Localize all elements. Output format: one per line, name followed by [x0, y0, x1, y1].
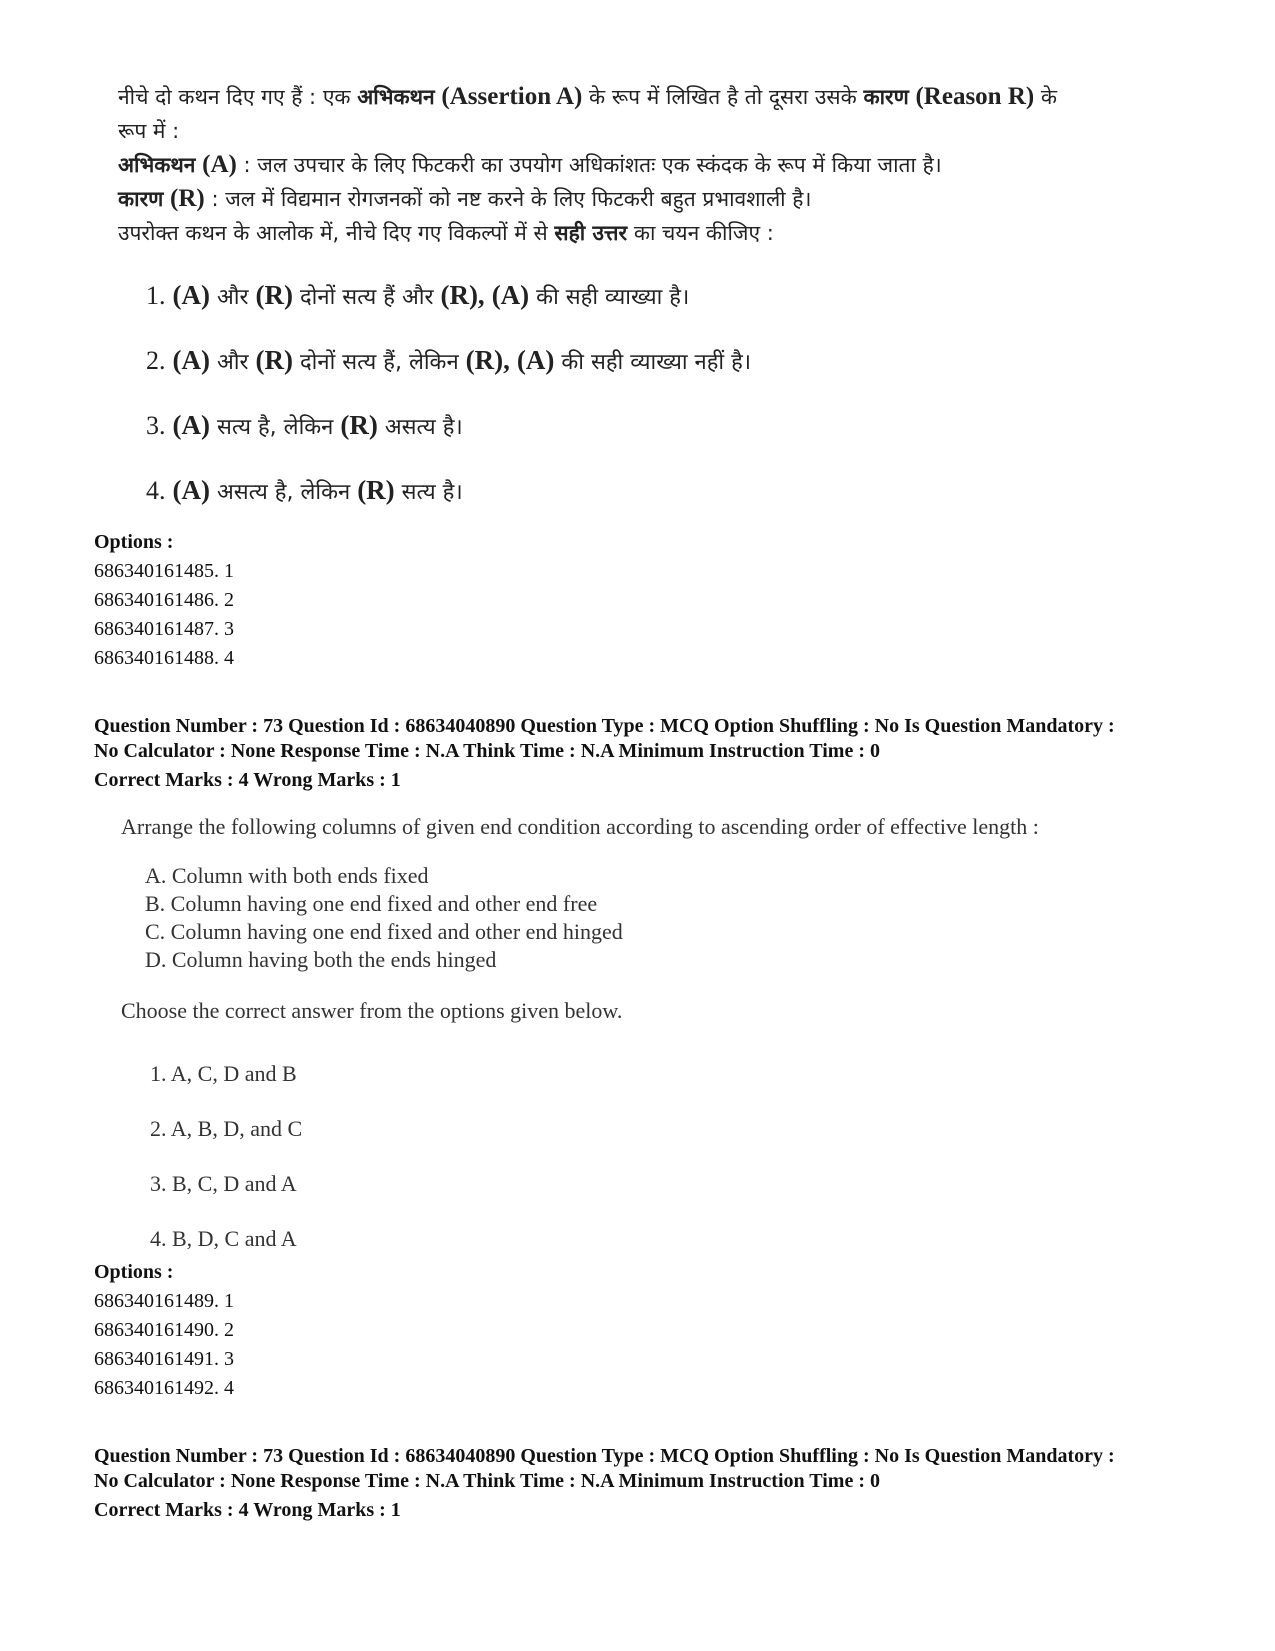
q72-reason-tag: (R): [170, 185, 205, 212]
choice-r-tag: (R): [255, 345, 293, 375]
choice-r-tag: (R): [357, 475, 395, 505]
q72-choice: [146, 459, 1178, 524]
question-marks: Correct Marks : 4 Wrong Marks : 1: [94, 1499, 401, 1521]
answer-choice: 2. A, B, D, and C: [150, 1116, 303, 1141]
choice-number: 2.: [146, 346, 166, 375]
q72-intro-text-1: नीचे दो कथन दिए गए हैं : एक: [118, 85, 351, 109]
choice-a-tag: (A): [172, 280, 210, 310]
q72-instruction: [118, 216, 1178, 250]
choice-text: और: [216, 350, 249, 375]
answer-choice: 1. A, C, D and B: [150, 1061, 297, 1086]
options-header: Options :: [94, 531, 174, 553]
q72-question-block: [118, 80, 1178, 524]
choice-number: 3.: [146, 411, 166, 440]
choice-a-tag: (A): [172, 345, 210, 375]
q72-reason: [118, 182, 1178, 216]
q72-instruction-bold: सही उत्तर: [554, 221, 628, 245]
q73-options: [94, 1258, 234, 1403]
choice-a-tag: (A): [491, 280, 530, 310]
q72-assertion-text: : जल उपचार के लिए फिटकरी का उपयोग अधिकांशतः एक स्कंदक के रूप में किया जाता है।: [243, 153, 942, 177]
q72-choice: [146, 394, 1178, 459]
choice-text: असत्य है।: [384, 415, 463, 440]
question-meta-line-1: Question Number : 73 Question Id : 68634040890 Question Type : MCQ Option Shuffling : No Is Question Mandatory :: [94, 1445, 1115, 1467]
q73-meta: [94, 714, 1214, 793]
options-header: Options :: [94, 1261, 174, 1283]
choice-text: की सही व्याख्या नहीं है।: [561, 350, 752, 375]
choice-text: की सही व्याख्या है।: [536, 285, 690, 310]
list-item: D. Column having both the ends hinged: [145, 947, 497, 972]
option-id: 686340161486. 2: [94, 589, 234, 611]
q72-choice: [146, 264, 1178, 329]
option-id: 686340161492. 4: [94, 1377, 234, 1399]
choice-text: दोनों सत्य हैं, लेकिन: [299, 350, 459, 375]
choice-r-tag: (R): [255, 280, 293, 310]
list-item: A. Column with both ends fixed: [145, 863, 429, 888]
choice-text: असत्य है, लेकिन: [216, 480, 351, 505]
q72-instruction-text-2: का चयन कीजिए :: [633, 221, 774, 245]
choice-text: सत्य है, लेकिन: [216, 415, 334, 440]
question-meta-line-1: Question Number : 73 Question Id : 68634040890 Question Type : MCQ Option Shuffling : No Is Question Mandatory :: [94, 715, 1115, 737]
q72-reason-label: कारण: [118, 187, 164, 211]
q72-assertion-label: अभिकथन: [118, 153, 196, 177]
list-item: B. Column having one end fixed and other end free: [145, 891, 598, 916]
choice-a-tag: (A): [172, 410, 210, 440]
option-id: 686340161488. 4: [94, 647, 234, 669]
choice-r-tag: (R),: [465, 345, 510, 375]
q72-intro-line-2: रूप में :: [118, 119, 180, 143]
answer-choice: 3. B, C, D and A: [150, 1171, 297, 1196]
question-marks: Correct Marks : 4 Wrong Marks : 1: [94, 769, 401, 791]
choice-number: 1.: [146, 281, 166, 310]
choice-text: दोनों सत्य हैं और: [299, 285, 434, 310]
choice-a-tag: (A): [172, 475, 210, 505]
option-id: 686340161489. 1: [94, 1290, 234, 1312]
q72-intro-text-2: के रूप में लिखित है तो दूसरा उसके: [589, 85, 857, 109]
list-item: C. Column having one end fixed and other end hinged: [145, 919, 623, 944]
option-id: 686340161485. 1: [94, 560, 234, 582]
option-id: 686340161490. 2: [94, 1319, 234, 1341]
q72-intro-latin-1: (Assertion A): [441, 83, 583, 110]
choice-r-tag: (R): [340, 410, 378, 440]
q72-choices: [118, 264, 1178, 524]
q72-intro-bold-2: कारण: [863, 85, 909, 109]
choice-text: और: [216, 285, 249, 310]
answer-choice: 4. B, D, C and A: [150, 1226, 297, 1251]
q73-items: [121, 862, 1181, 974]
q72-options: [94, 528, 234, 673]
q73-meta-repeat: [94, 1444, 1214, 1523]
choice-r-tag: (R),: [440, 280, 485, 310]
option-id: 686340161487. 3: [94, 618, 234, 640]
q73-stem: Arrange the following columns of given end condition according to ascending order of effective length :: [121, 814, 1039, 839]
q72-assertion: [118, 148, 1178, 182]
question-meta-line-2: No Calculator : None Response Time : N.A Think Time : N.A Minimum Instruction Time : 0: [94, 1470, 880, 1492]
q72-instruction-text-1: उपरोक्त कथन के आलोक में, नीचे दिए गए विकल्पों में से: [118, 221, 548, 245]
q72-intro-latin-2: (Reason R): [915, 83, 1035, 110]
q72-intro-text-3: के: [1040, 85, 1058, 109]
q72-assertion-tag: (A): [202, 151, 237, 178]
q72-intro-bold-1: अभिकथन: [357, 85, 435, 109]
q72-intro: [118, 80, 1178, 114]
q72-choice: [146, 329, 1178, 394]
q72-reason-text: : जल में विद्यमान रोगजनकों को नष्ट करने के लिए फिटकरी बहुत प्रभावशाली है।: [211, 187, 812, 211]
q73-choose-prompt: Choose the correct answer from the options given below.: [121, 998, 623, 1023]
option-id: 686340161491. 3: [94, 1348, 234, 1370]
question-meta-line-2: No Calculator : None Response Time : N.A Think Time : N.A Minimum Instruction Time : 0: [94, 740, 880, 762]
choice-number: 4.: [146, 476, 166, 505]
choice-text: सत्य है।: [401, 480, 463, 505]
q73-answers: [121, 1046, 1181, 1266]
choice-a-tag: (A): [516, 345, 555, 375]
q73-question-block: [121, 812, 1181, 1266]
